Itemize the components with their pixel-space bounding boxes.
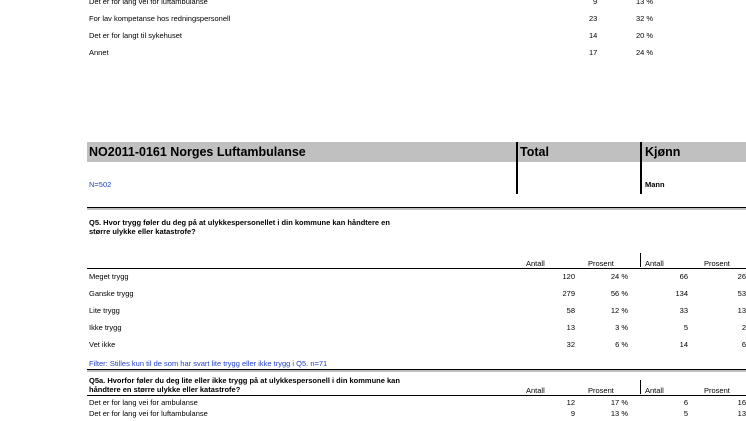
row-label: Vet ikke [89,340,116,349]
row-count-mann: 5 [683,409,688,418]
row-percent-mann: 26 [737,272,746,281]
row-percent-mann: 16 [737,398,746,407]
row-percent: 13 % [610,409,628,418]
table-row [0,14,746,26]
row-percent: 13 % [636,0,654,6]
row-count: 32 [566,340,575,349]
row-count: 12 [566,398,575,407]
table-row [0,0,746,9]
row-count-mann: 33 [679,306,688,315]
divider [640,253,641,267]
question-q5-line2: større ulykke eller katastrofe? [89,227,196,236]
row-label: Meget trygg [89,272,129,281]
divider [516,142,518,194]
row-count-mann: 134 [675,289,688,298]
row-count-mann: 6 [683,398,688,407]
row-percent: 24 % [610,272,628,281]
col-header-prosent-mann: Prosent [704,386,730,395]
row-label: Lite trygg [89,306,120,315]
table-row [0,48,746,60]
row-count: 279 [562,289,575,298]
row-percent: 32 % [636,14,654,23]
row-percent-mann: 2 [741,323,746,332]
row-count: 23 [589,14,598,23]
divider [87,268,746,269]
table-row [0,340,746,352]
row-percent: 6 % [615,340,628,349]
row-percent-mann: 13 [737,409,746,418]
row-percent: 20 % [636,31,654,40]
page-title: NO2011-0161 Norges Luftambulanse [89,145,306,159]
row-percent: 17 % [610,398,628,407]
row-label: Ganske trygg [89,289,134,298]
divider [87,370,746,372]
filter-note: Filter: Stilles kun til de som har svart lite trygg eller ikke trygg i Q5. n=71 [89,359,328,368]
table-row [0,306,746,318]
mann-heading: Mann [645,180,665,189]
row-count: 9 [570,409,575,418]
divider [87,208,746,210]
col-header-prosent-mann: Prosent [704,259,730,268]
row-label: Det er for langt til sykehuset [89,31,182,40]
question-q5-line1: Q5. Hvor trygg føler du deg på at ulykkespersonellet i din kommune kan håndtere en [89,218,390,227]
total-heading: Total [520,145,549,159]
col-header-antall: Antall [526,386,545,395]
table-row [0,323,746,335]
question-q5a-line1: Q5a. Hvorfor føler du deg lite eller ikke trygg på at ulykkespersonell i din kommune kan [89,376,400,385]
row-label: Det er for lang vei for luftambulanse [89,0,208,6]
row-label: Det er for lang vei for luftambulanse [89,409,208,418]
row-percent: 12 % [610,306,628,315]
col-header-antall-mann: Antall [645,386,664,395]
table-row [0,289,746,301]
row-percent-mann: 6 [741,340,746,349]
kjonn-heading: Kjønn [645,145,681,159]
table-row [0,31,746,43]
col-header-antall-mann: Antall [645,259,664,268]
col-header-prosent: Prosent [588,259,614,268]
row-percent: 3 % [615,323,628,332]
row-percent-mann: 13 [737,306,746,315]
question-q5a-line2: håndtere en større ulykke eller katastrofe? [89,385,241,394]
row-count-mann: 5 [683,323,688,332]
row-count: 13 [566,323,575,332]
col-header-antall: Antall [526,259,545,268]
row-count: 14 [589,31,598,40]
row-count-mann: 14 [679,340,688,349]
divider [640,380,641,394]
row-label: For lav kompetanse hos redningspersonell [89,14,231,23]
row-percent-mann: 53 [737,289,746,298]
row-count: 17 [589,48,598,57]
row-percent: 56 % [610,289,628,298]
divider [640,142,642,194]
row-label: Det er for lang vei for ambulanse [89,398,198,407]
row-percent: 24 % [636,48,654,57]
row-count-mann: 66 [679,272,688,281]
row-label: Ikke trygg [89,323,122,332]
table-row [0,409,746,421]
table-row [0,272,746,284]
divider [87,395,746,396]
row-count: 58 [566,306,575,315]
sample-size: N=502 [89,180,112,189]
col-header-prosent: Prosent [588,386,614,395]
row-label: Annet [89,48,109,57]
row-count: 9 [593,0,598,6]
row-count: 120 [562,272,575,281]
